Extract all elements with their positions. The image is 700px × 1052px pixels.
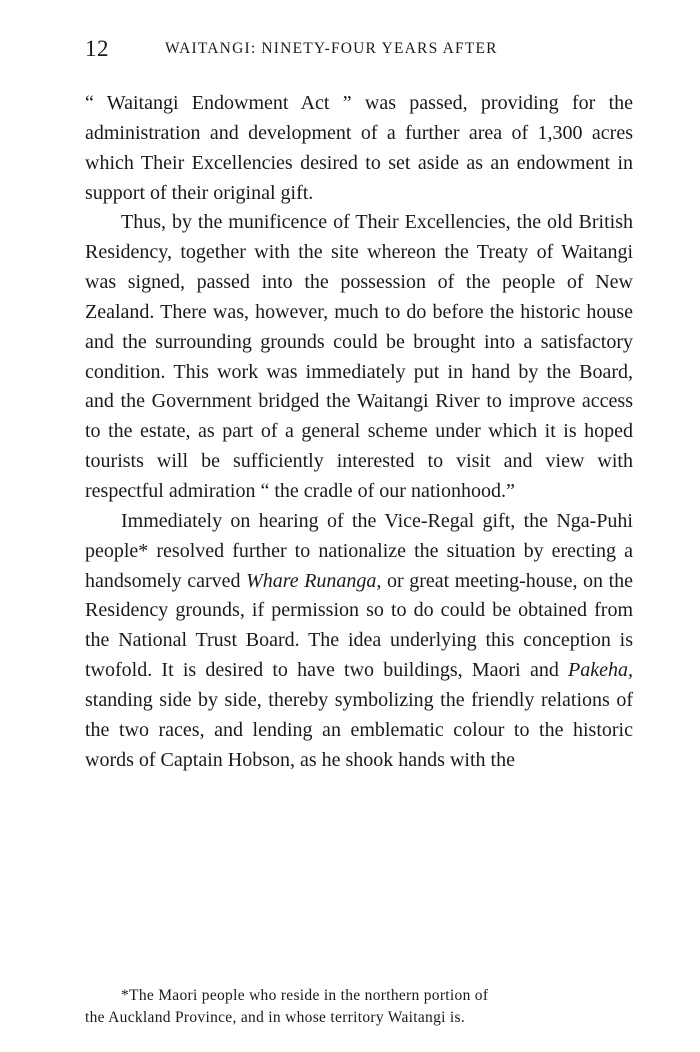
italic-term-pakeha: Pakeha, (568, 659, 633, 682)
footnote-line: *The Maori people who reside in the northern portion of (121, 987, 489, 1004)
text-segment: Immediately on hearing of the Vice-Regal gift, the Nga-Puhi people* resolved further to nationalize the situation by erecting a handsomely carved (85, 509, 633, 592)
body-text (85, 89, 633, 775)
running-title: WAITANGI: NINETY-FOUR YEARS AFTER (165, 40, 498, 57)
paragraph-residency-gift: Thus, by the munificence of Their Excellencies, the old British Residency, together with the site whereon the Treaty of Waitangi was signed, passed into the possession of the people of New Zealand. There was, however, much to do before the historic house and the surrounding grounds could be brought into a satisfactory condition. This work was immediately put in hand by the Board, and the Government bridged the Waitangi River to improve access to the estate, as part of a general scheme under which it is hoped tourists will be sufficiently interested to visit and view with respectful admiration “ the cradle of our nationhood.” (85, 211, 633, 502)
page-number: 12 (85, 36, 109, 61)
text-segment: standing side by side, thereby symbolizing the friendly relations of the two races, and lending an emblematic colour to the historic words of Captain Hobson, as he shook hands with the (85, 688, 633, 771)
italic-term-whare-runanga: Whare Runanga, (246, 569, 382, 592)
running-head (85, 36, 633, 64)
footnote (85, 985, 633, 1029)
footnote-line: the Auckland Province, and in whose territory Waitangi is. (85, 1009, 466, 1026)
paragraph-nga-puhi-meeting-house (85, 507, 633, 776)
text-segment: or great meeting-house, on the Residency grounds, if permission so to do could be obtained from the National Trust Board. The idea underlying this conception is twofold. It is desired to have two buildings, Maori and (85, 569, 634, 682)
paragraph-endowment-act: “ Waitangi Endowment Act ” was passed, providing for the administration and development of a further area of 1,300 acres which Their Excellencies desired to set aside as an endowment in support of their original gift. (85, 92, 633, 204)
